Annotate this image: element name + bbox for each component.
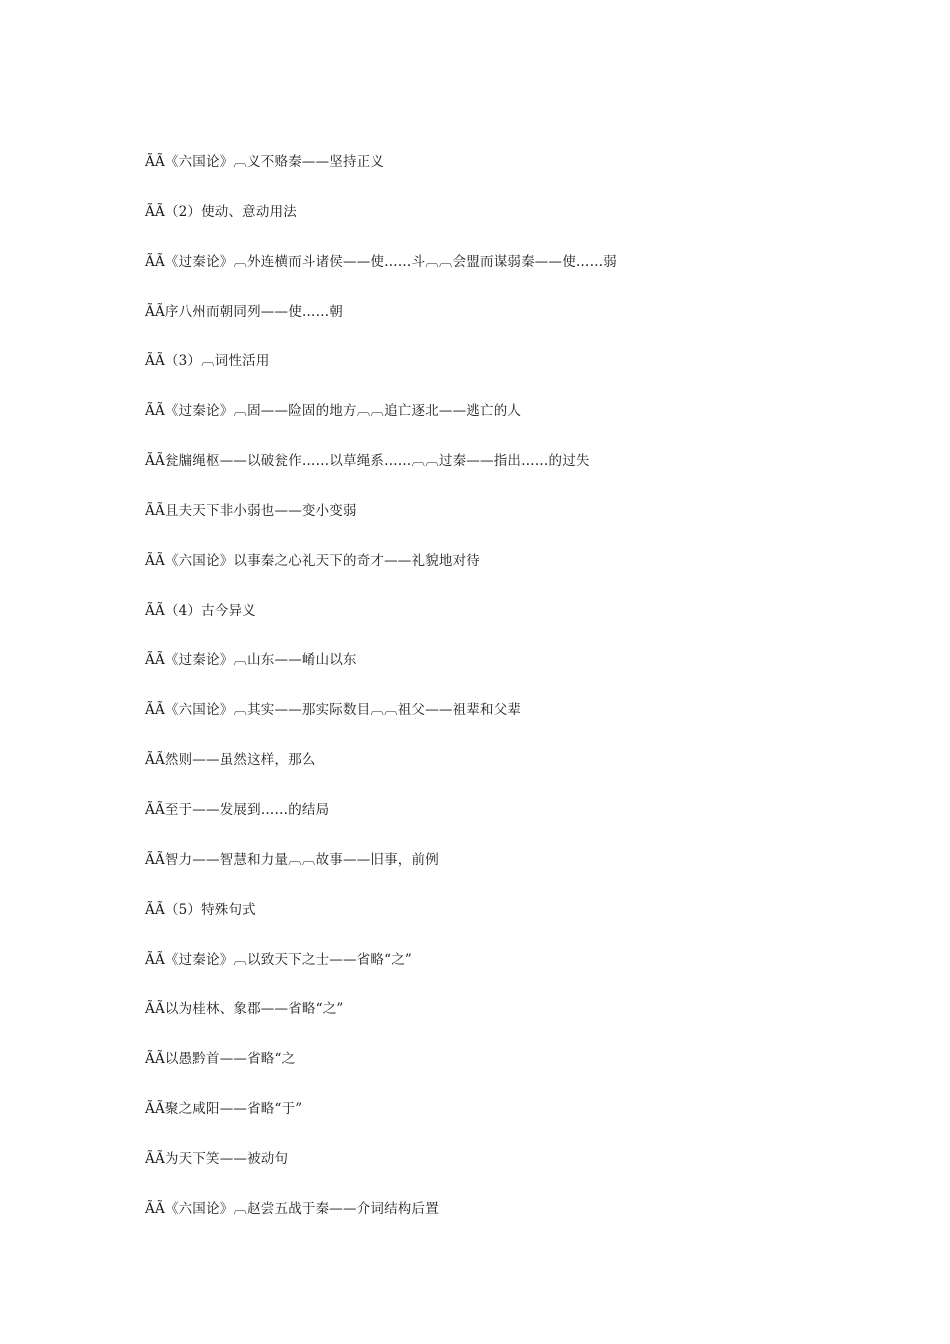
text-line: ÃÃ至于——发展到……的结局: [145, 801, 330, 818]
text-line: ÃÃ以愚黔首——省略“之: [145, 1051, 296, 1068]
text-line: ÃÃ（4）古今异义: [145, 602, 256, 619]
text-line: ÃÃ《六国论》︹赵尝五战于秦——介词结构后置: [145, 1200, 439, 1217]
text-line: ÃÃ瓮牖绳枢——以破瓮作……以草绳系……︹︹过秦——指出……的过失: [145, 453, 590, 470]
text-line: ÃÃ智力——智慧和力量︹︹故事——旧事，前例: [145, 851, 439, 868]
text-line: ÃÃ《六国论》︹义不赂秦——坚持正义: [145, 154, 385, 170]
text-line: ÃÃ（3）︹词性活用: [145, 353, 270, 370]
document-body: [145, 152, 905, 1249]
text-line: ÃÃ且夫天下非小弱也——变小变弱: [145, 502, 357, 519]
text-line: ÃÃ《过秦论》︹固——险固的地方︹︹追亡逐北——逃亡的人: [145, 403, 522, 420]
text-line: ÃÃ然则——虽然这样，那么: [145, 752, 316, 769]
text-line: ÃÃ《六国论》以事秦之心礼天下的奇才——礼貌地对待: [145, 552, 480, 569]
text-line: ÃÃ《过秦论》︹山东——崤山以东: [145, 652, 357, 669]
text-line: ÃÃ序八州而朝同列——使……朝: [145, 303, 343, 320]
text-line: ÃÃ《六国论》︹其实——那实际数目︹︹祖父——祖辈和父辈: [145, 702, 522, 719]
text-line: ÃÃ为天下笑——被动句: [145, 1150, 289, 1167]
text-line: ÃÃ《过秦论》︹外连横而斗诸侯——使……斗︹︹会盟而谋弱秦——使……弱: [145, 253, 617, 270]
text-line: ÃÃ《过秦论》︹以致天下之士——省略“之”: [145, 951, 413, 968]
text-line: ÃÃ以为桂林、象郡——省略“之”: [145, 1001, 344, 1018]
text-line: ÃÃ（5）特殊句式: [145, 901, 256, 918]
text-line: ÃÃ（2）使动、意动用法: [145, 203, 297, 220]
text-line: ÃÃ聚之咸阳——省略“于”: [145, 1101, 303, 1118]
